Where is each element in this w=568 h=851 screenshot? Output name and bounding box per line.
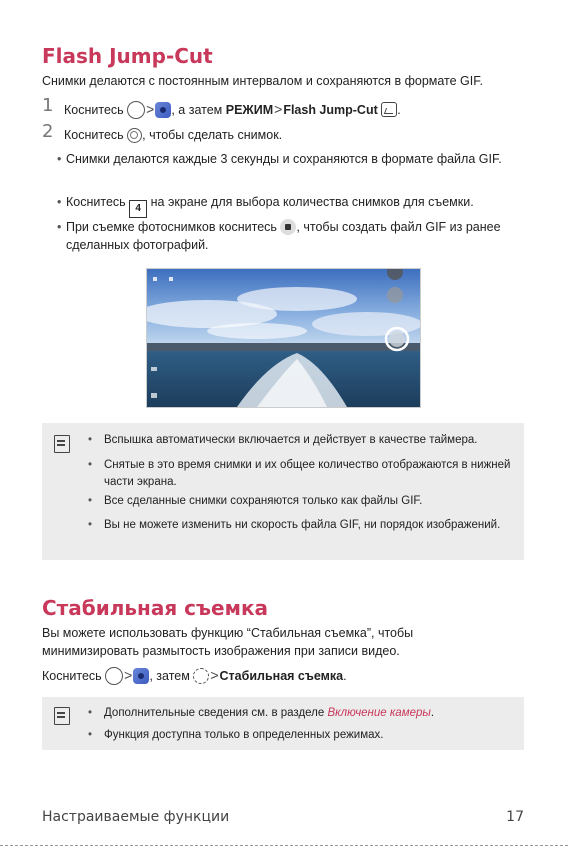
bullet-dot: • — [88, 729, 93, 741]
section-title-flash-jump-cut: Flash Jump-Cut — [42, 44, 213, 68]
instruction-line — [42, 666, 347, 685]
step-text — [64, 100, 401, 119]
camera-section-link[interactable]: Включение камеры — [327, 707, 431, 719]
step-number: 1 — [42, 95, 54, 116]
note-text: . — [430, 707, 435, 719]
feature-label: Flash Jump-Cut — [283, 103, 378, 117]
chevron-right-icon: > — [274, 101, 283, 117]
bullet-dot: • — [57, 195, 62, 209]
bullet-dot: • — [57, 152, 62, 166]
chevron-right-icon: > — [124, 667, 133, 683]
note-text: Функция доступна только в определенных режимах. — [104, 729, 384, 741]
shutter-icon — [127, 128, 142, 143]
bullet-text: , чтобы создать файл GIF из ранее сделанных фотографий. — [66, 220, 501, 252]
camera-icon — [133, 668, 149, 684]
mode-label: РЕЖИМ — [225, 103, 274, 117]
step-number: 2 — [42, 121, 54, 142]
note-item — [88, 457, 514, 491]
note-icon — [54, 435, 70, 453]
chevron-right-icon: > — [146, 101, 155, 117]
instruction-text: . — [343, 669, 347, 683]
note-item — [88, 727, 514, 744]
section-intro: Снимки делаются с постоянным интервалом и сохраняются в формате GIF. — [42, 74, 483, 88]
note-text: Вы не можете изменить ни скорость файла GIF, ни порядок изображений. — [104, 519, 501, 531]
camera-icon — [155, 102, 171, 118]
note-item — [88, 493, 514, 510]
section-title-steady-shot: Стабильная съемка — [42, 596, 269, 620]
step-text-part: Коснитесь — [64, 103, 124, 117]
note-icon — [54, 707, 70, 725]
note-item — [88, 432, 514, 449]
note-text: Вспышка автоматически включается и действует в качестве таймера. — [104, 434, 478, 446]
note-item — [88, 705, 514, 722]
note-text: Дополнительные сведения см. в разделе — [104, 707, 325, 719]
step-text-part: . — [397, 103, 401, 117]
feature-label: Стабильная съемка — [219, 669, 344, 683]
instruction-text: , затем — [149, 669, 190, 683]
step-text-part: Коснитесь — [64, 128, 124, 142]
bullet-dot: • — [88, 495, 93, 507]
note-item — [88, 517, 514, 534]
flash-jump-cut-icon — [381, 102, 397, 117]
chevron-right-icon: > — [210, 667, 219, 683]
shot-count-icon: 4 — [129, 200, 147, 218]
home-icon — [127, 101, 145, 119]
footer-section-name: Настраиваемые функции — [42, 809, 230, 825]
camera-screenshot — [146, 268, 421, 408]
settings-icon — [193, 668, 209, 684]
note-text: Снятые в это время снимки и их общее количество отображаются в нижней части экрана. — [104, 459, 511, 488]
step-text-part: , а затем — [171, 103, 223, 117]
bullet-item — [57, 193, 511, 218]
bullet-text: При съемке фотоснимков коснитесь — [66, 220, 277, 234]
stop-icon — [280, 219, 296, 235]
bullet-dot: • — [88, 434, 93, 446]
note-box — [42, 697, 524, 750]
page-number: 17 — [506, 809, 524, 825]
home-icon — [105, 667, 123, 685]
bullet-dot: • — [88, 707, 93, 719]
instruction-text: Коснитесь — [42, 669, 102, 683]
bullet-dot: • — [88, 459, 93, 471]
bullet-text: Снимки делаются каждые 3 секунды и сохраняются в формате файла GIF. — [66, 152, 502, 166]
page-divider — [0, 845, 568, 846]
bullet-item — [57, 150, 511, 168]
bullet-text: Коснитесь — [66, 195, 126, 209]
camera-preview-image — [147, 269, 420, 407]
bullet-dot: • — [57, 220, 62, 234]
note-text: Все сделанные снимки сохраняются только как файлы GIF. — [104, 495, 423, 507]
section-intro: Вы можете использовать функцию “Стабильная съемка”, чтобы минимизировать размытость изображения при записи видео. — [42, 626, 414, 658]
note-box — [42, 423, 524, 560]
bullet-text: на экране для выбора количества снимков для съемки. — [150, 195, 474, 209]
bullet-dot: • — [88, 519, 93, 531]
step-text — [64, 126, 282, 144]
step-text-part: , чтобы сделать снимок. — [142, 128, 283, 142]
bullet-item — [57, 218, 511, 254]
